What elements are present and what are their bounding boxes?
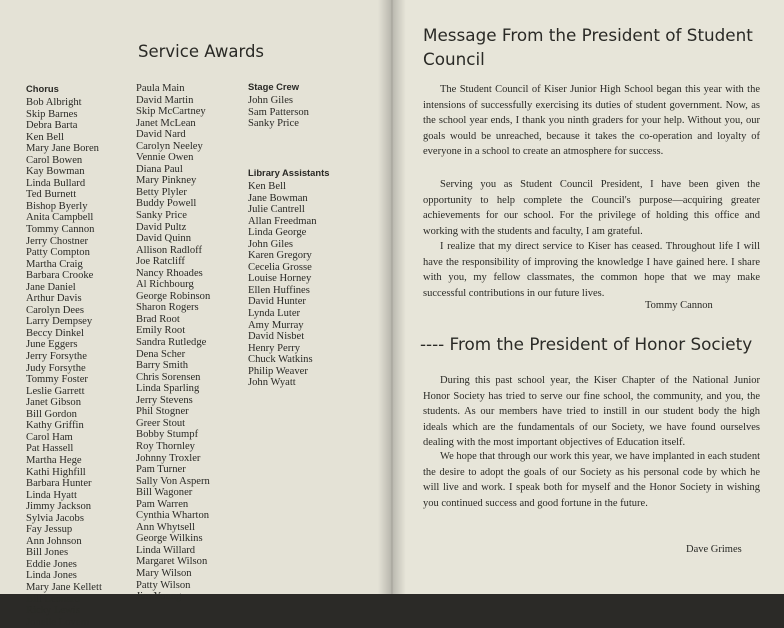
name-entry: Barbara Crooke [26,270,94,282]
name-entry: Carolyn Neeley [136,140,203,152]
name-entry: Leslie Garrett [26,385,85,397]
name-entry: Carolyn Dees [26,304,84,316]
name-entry: Jane Bowman [248,192,308,204]
name-entry: Jim Young [136,591,182,603]
stage-crew-column [248,81,309,130]
name-entry: Jerry Forsythe [26,351,87,363]
name-entry: Lynda Luter [248,308,301,320]
name-entry: Sanky Price [136,210,187,222]
name-entry: Linda Sparling [136,383,200,395]
name-entry: Arthur Davis [26,293,82,305]
chorus-list [26,97,102,628]
name-entry: Henry Perry [248,342,301,354]
name-entry: Diana Paul [136,163,183,175]
name-entry: Johnny Troxler [136,452,201,464]
name-entry: Buddy Powell [136,198,197,210]
name-entry: John Giles [248,95,294,106]
name-entry: Sharon Rogers [136,302,199,314]
name-entry: Kathy Griffin [26,420,84,432]
name-entry: Janet McLean [136,117,196,129]
name-entry: Philip Weaver [248,365,308,377]
name-entry: Debra Barta [26,120,78,132]
name-entry: June Eggers [26,339,78,351]
honor-paragraph: We hope that through our work this year, we have implanted in each student the desire to adopt the goals of our Society as his personal code by which he will live and work. I speak both for myself and the Honor Society in wishing you continued success and good fortune in the future. [423,451,760,509]
stage-crew-list [248,95,309,130]
stage-crew-heading: Stage Crew [248,81,300,92]
name-entry: Sam Patterson [248,106,309,118]
name-entry: Sally Von Aspern [136,475,210,487]
name-entry: George Robinson [136,290,211,302]
name-entry: Mary Wilson [136,567,192,579]
name-entry: Tommy Cannon [26,224,95,236]
name-entry: Joe Ratcliff [136,256,185,268]
name-entry: Vennie Owen [136,152,194,164]
name-entry: Beccy Dinkel [26,327,84,339]
council-paragraph: Serving you as Student Council President, I have been given the opportunity to help complete the Council's purpose—acquiring greater achievements for our school. For the privilege of holding this office and working with the students and faculty, I am grateful. [423,179,760,237]
chorus-continued-list [136,83,210,603]
name-entry: Barry Smith [136,360,189,372]
name-entry: Ellen Huffines [248,284,310,296]
honor-society-title: ---- From the President of Honor Society [420,334,753,354]
name-entry: Roy Thornley [136,440,195,452]
honor-signature: Dave Grimes [686,544,742,555]
name-entry: David Pultz [136,221,187,233]
name-entry: Margaret Wilson [136,556,208,568]
name-entry: Sanky Price [248,118,299,130]
name-entry: Allison Radloff [136,244,203,256]
name-entry: Bill Gordon [26,408,77,420]
name-entry: Carol Bowen [26,154,83,166]
library-assistants-heading: Library Assistants [248,167,330,178]
name-entry: Linda Jones [26,570,77,582]
name-entry: Jerry Stevens [136,394,193,406]
name-entry: Nancy Rhoades [136,267,203,279]
name-entry: Skip McCartney [136,106,206,118]
name-entry: Pat Hassell [26,443,74,455]
name-entry: David Nard [136,129,186,141]
name-entry: Mary Jane Boren [26,143,99,155]
name-entry: Martha Craig [26,258,83,270]
name-entry: John Giles [248,238,294,250]
library-assistants-list [248,181,329,389]
name-entry: Amy Murray [248,319,304,331]
name-entry: Kay Bowman [26,166,85,178]
name-entry: Skip Barnes [26,108,78,120]
name-entry: Jonelle Lovern [26,616,90,628]
name-entry: Ricky Lewis [26,605,80,617]
name-entry: Dena Scher [136,348,186,360]
name-entry: Bill Jones [26,547,69,559]
name-entry: Phil Stogner [136,406,189,418]
name-entry: Martha Hege [26,454,82,466]
name-entry: Julie Cantrell [248,204,305,216]
name-entry: Tommy Foster [26,374,88,386]
name-entry: Linda Bullard [26,177,86,189]
name-entry: Larry Dempsey [26,316,93,328]
name-entry: John Wyatt [248,377,296,389]
name-entry: Ann Johnson [26,535,82,547]
name-entry: Pam Warren [136,498,189,510]
name-entry: Ted Burnett [26,189,77,201]
name-entry: Eddie Jones [26,558,77,570]
name-entry: Betty Plyler [136,186,187,198]
name-entry: Mary Pinkney [136,175,197,187]
name-entry: Linda Hyatt [26,489,77,501]
name-entry: Ken Bell [248,181,286,192]
council-paragraph: I realize that my direct service to Kiser has ceased. Throughout life I will have the responsibility of improving the knowledge I have gained here. I share with you, my fellow classmates, the common hope that we may make successful contributions in our future lives. [423,241,760,299]
library-assistants-column [248,167,329,389]
name-entry: Jimmy Jackson [26,501,92,513]
name-entry: Ken Bell [26,131,64,143]
name-entry: David Nisbet [248,331,305,343]
name-entry: Sylvia Jacobs [26,512,84,524]
honor-paragraph: During this past school year, the Kiser Chapter of the National Junior Honor Society has tried to serve our fine school, the community, and you, the students. As our members have tried to instill in our student body the high ideals which are the fundamentals of our Society, we have found ourselves dealing with the most important objectives of Education itself. [423,375,760,449]
chorus-heading: Chorus [26,83,59,94]
name-entry: Cecelia Grosse [248,261,312,273]
name-entry: David Hunter [248,296,306,308]
service-awards-title: Service Awards [138,42,265,61]
name-entry: Mary Jane Kellett [26,581,102,593]
name-entry: Bob Albright [26,97,82,108]
council-message-title: Message From the President of Student Council [423,25,753,69]
name-entry: Karen Gregory [248,250,312,262]
name-entry: Chris Sorensen [136,371,201,383]
council-paragraph: The Student Council of Kiser Junior High School began this year with the intensions of successfully exercising its duties of student government. Now, as the school year ends, I thank you ninth graders for your help. Without you, our goals would be unreached, because it takes the co-operation and loyalty of everyone in a school to create an atmosphere for success. [423,84,760,158]
name-entry: Jane Daniel [26,281,76,293]
name-entry: Greer Stout [136,417,186,429]
name-entry: Patty Wilson [136,579,191,591]
name-entry: Anita Campbell [26,212,94,224]
name-entry: George Wilkins [136,533,203,545]
name-entry: Bishop Byerly [26,200,88,212]
name-entry: David Quinn [136,233,192,245]
name-entry: Linda George [248,227,307,239]
name-entry: Sandra Rutledge [136,337,207,349]
name-entry: Kathi Highfill [26,466,86,478]
name-entry: Louise Horney [248,273,312,285]
name-entry: Linda Willard [136,544,196,556]
name-entry: Barbara Hunter [26,478,92,490]
name-entry: Emily Root [136,325,186,337]
name-entry: Paula Main [136,83,185,94]
name-entry: Fay Jessup [26,524,73,536]
name-entry: Judy Forsythe [26,362,86,374]
name-entry: Pam Turner [136,464,186,476]
name-entry: Bobby Stumpf [136,429,199,441]
chorus-continued-column [136,83,210,603]
name-entry: Brad Root [136,313,180,325]
name-entry: Allan Freedman [248,215,317,227]
council-signature: Tommy Cannon [645,300,713,311]
name-entry: Ann Whytsell [136,521,195,533]
name-entry: Carol Ham [26,431,73,443]
name-entry: David Martin [136,94,194,106]
name-entry: Cynthia Wharton [136,510,210,522]
name-entry: Al Richbourg [136,279,194,291]
chorus-column [26,83,102,628]
name-entry: Bill Wagoner [136,487,193,499]
name-entry: Janet Gibson [26,397,82,409]
name-entry: Bill Leonard [26,593,80,605]
name-entry: Patty Compton [26,247,90,259]
name-entry: Jerry Chostner [26,235,89,247]
name-entry: Chuck Watkins [248,354,313,366]
